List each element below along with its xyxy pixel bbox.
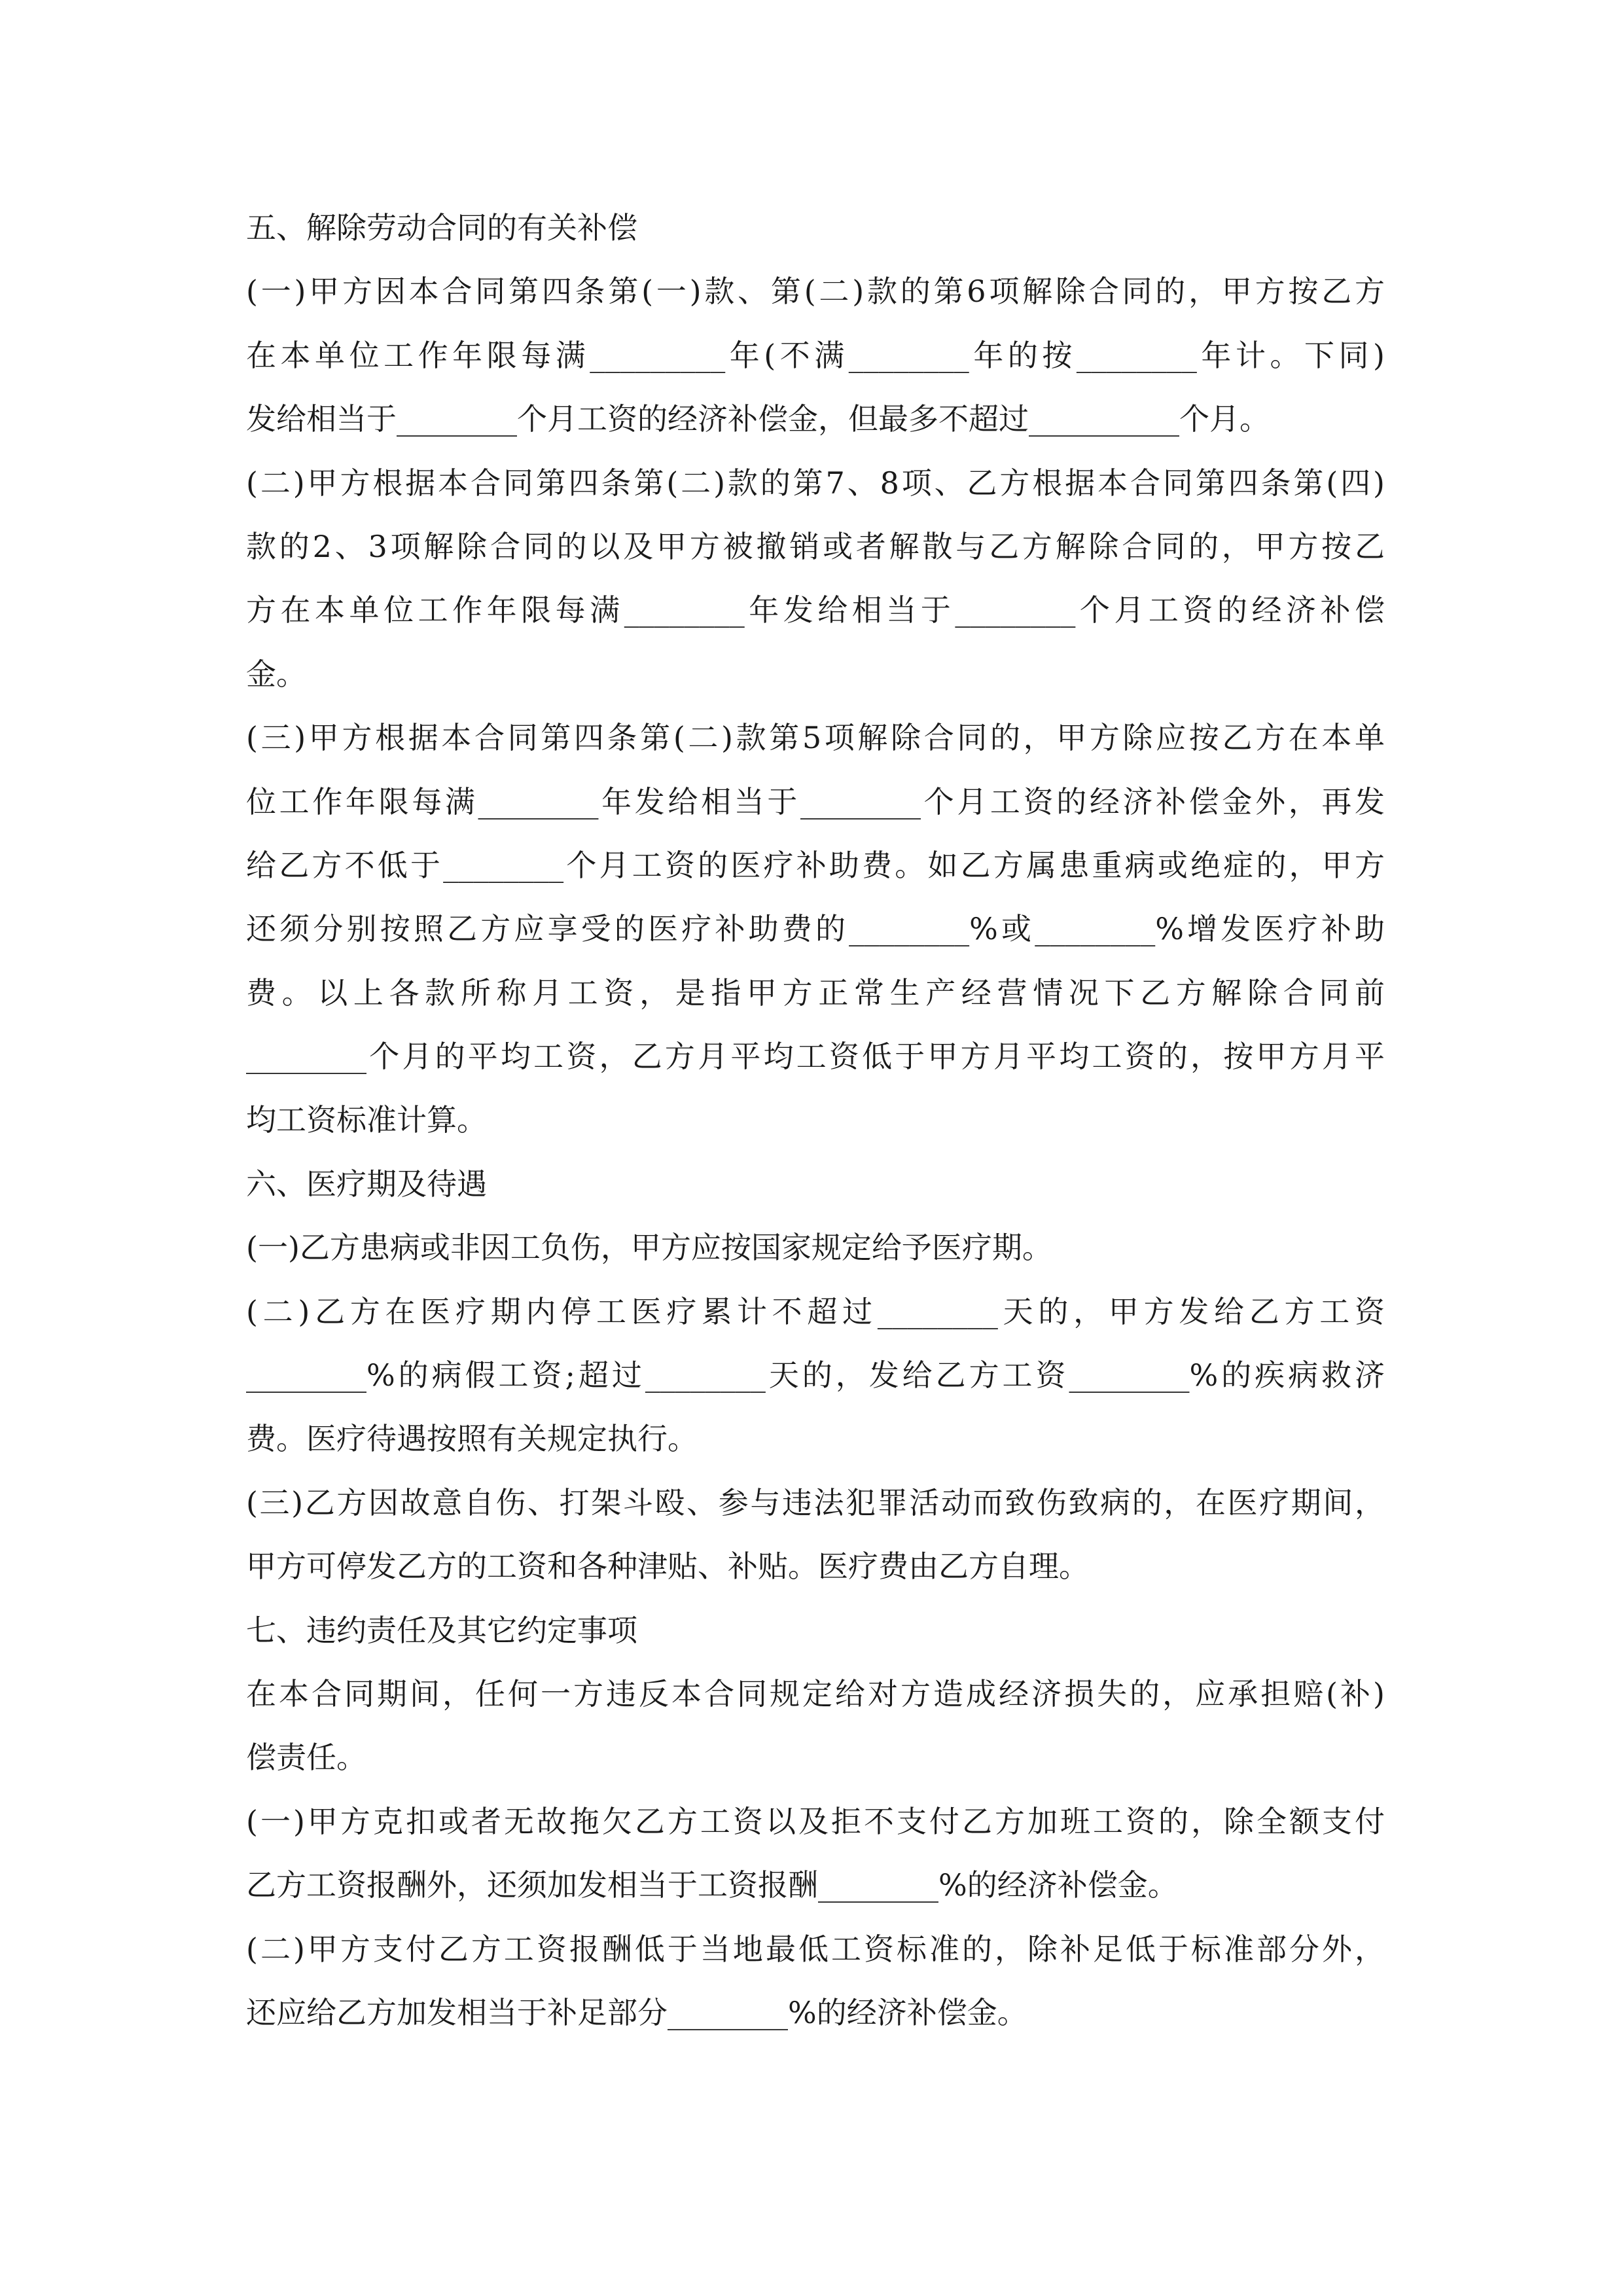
text-line: 甲方可停发乙方的工资和各种津贴、补贴。医疗费由乙方自理。 (246, 1549, 1089, 1585)
text-line: 还应给乙方加发相当于补足部分________%的经济补偿金。 (246, 1994, 1027, 2030)
text-line: 方在本单位工作年限每满________年发给相当于________个月工资的经济补偿 (246, 592, 1385, 628)
text-line: 还须分别按照乙方应享受的医疗补助费的________%或________%增发医疗补助 (246, 911, 1385, 947)
text-line: (二)乙方在医疗期内停工医疗累计不超过________天的，甲方发给乙方工资 (246, 1293, 1385, 1329)
text-line: 款的2、3项解除合同的以及甲方被撤销或者解散与乙方解除合同的，甲方按乙 (246, 528, 1385, 564)
text-line: (三)乙方因故意自伤、打架斗殴、参与违法犯罪活动而致伤致病的，在医疗期间， (246, 1484, 1385, 1520)
text-line: 偿责任。 (246, 1740, 366, 1776)
text-line: (三)甲方根据本合同第四条第(二)款第5项解除合同的，甲方除应按乙方在本单 (246, 720, 1385, 756)
document-body (246, 196, 1385, 2045)
text-line: 费。以上各款所称月工资，是指甲方正常生产经营情况下乙方解除合同前 (246, 975, 1385, 1011)
text-line: 在本单位工作年限每满_________年(不满________年的按________年计。下同) (246, 337, 1385, 373)
text-line: 位工作年限每满________年发给相当于________个月工资的经济补偿金外，再发 (246, 783, 1385, 819)
text-lines (246, 196, 1385, 2045)
text-line: (一)乙方患病或非因工负伤，甲方应按国家规定给予医疗期。 (246, 1230, 1052, 1266)
text-line: ________%的病假工资;超过________天的，发给乙方工资________%的疾病救济 (246, 1357, 1385, 1393)
text-line: (二)甲方支付乙方工资报酬低于当地最低工资标准的，除补足低于标准部分外， (246, 1931, 1385, 1967)
text-line: (一)甲方因本合同第四条第(一)款、第(二)款的第6项解除合同的，甲方按乙方 (246, 274, 1385, 310)
text-line: 费。医疗待遇按照有关规定执行。 (246, 1421, 698, 1457)
text-line: 在本合同期间，任何一方违反本合同规定给对方造成经济损失的，应承担赔(补) (246, 1676, 1385, 1712)
section-heading: 五、解除劳动合同的有关补偿 (246, 210, 637, 245)
section-heading: 七、违约责任及其它约定事项 (246, 1612, 637, 1648)
text-line: (二)甲方根据本合同第四条第(二)款的第7、8项、乙方根据本合同第四条第(四) (246, 465, 1385, 501)
text-line: 金。 (246, 656, 306, 692)
section-heading: 六、医疗期及待遇 (246, 1166, 487, 1202)
text-line: 均工资标准计算。 (246, 1102, 487, 1138)
text-line: 乙方工资报酬外，还须加发相当于工资报酬________%的经济补偿金。 (246, 1867, 1178, 1903)
text-line: 给乙方不低于________个月工资的医疗补助费。如乙方属患重病或绝症的，甲方 (246, 847, 1385, 883)
text-line: (一)甲方克扣或者无故拖欠乙方工资以及拒不支付乙方加班工资的，除全额支付 (246, 1803, 1385, 1839)
text-line: ________个月的平均工资，乙方月平均工资低于甲方月平均工资的，按甲方月平 (246, 1039, 1385, 1075)
text-line: 发给相当于________个月工资的经济补偿金，但最多不超过__________个月。 (246, 401, 1270, 437)
